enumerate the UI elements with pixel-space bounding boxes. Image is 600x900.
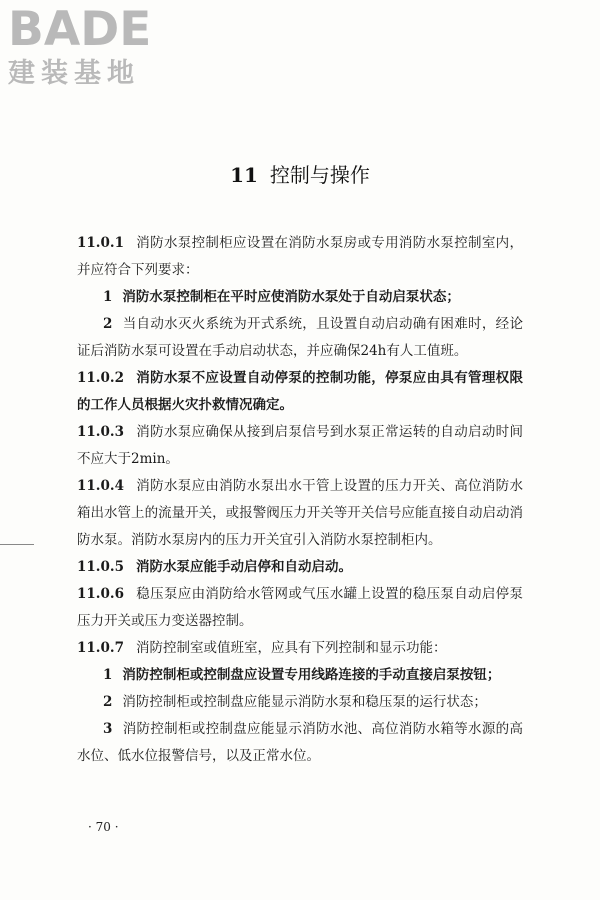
watermark-subtitle: 建装基地 (8, 58, 140, 89)
clause-11-0-6 (77, 581, 523, 635)
bade-watermark (8, 4, 183, 90)
clause-text: 消防控制室或值班室，应具有下列控制和显示功能： (135, 640, 447, 656)
item-number: 1 (103, 289, 113, 305)
clause-11-0-1-item-2 (77, 311, 523, 365)
clause-text: 稳压泵应由消防给水管网或气压水罐上设置的稳压泵自动启停泵压力开关或压力变送器控制。 (77, 586, 523, 629)
item-number: 1 (103, 667, 113, 683)
clause-11-0-4 (77, 473, 523, 554)
item-text: 消防控制柜或控制盘应能显示消防水泵和稳压泵的运行状态； (122, 694, 487, 710)
page-number: · 70 · (88, 820, 119, 834)
chapter-name: 控制与操作 (269, 163, 370, 187)
item-text: 消防控制柜或控制盘应能显示消防水池、高位消防水箱等水源的高水位、低水位报警信号，以及正常水位。 (77, 721, 523, 764)
clause-11-0-7-item-3 (77, 716, 523, 770)
watermark-logo: BADE (8, 2, 152, 57)
item-number: 3 (103, 721, 113, 737)
clause-11-0-2 (77, 365, 523, 419)
item-text: 消防水泵控制柜在平时应使消防水泵处于自动启泵状态； (122, 289, 460, 305)
clause-11-0-7-item-2 (77, 689, 523, 716)
clause-number: 11.0.2 (77, 370, 124, 386)
clause-number: 11.0.1 (77, 235, 124, 251)
clause-11-0-7-item-1 (77, 662, 523, 689)
clause-11-0-1-item-1 (77, 284, 523, 311)
chapter-number: 11 (230, 163, 258, 187)
margin-mark (0, 544, 34, 545)
document-body (77, 230, 523, 770)
clause-11-0-7 (77, 635, 523, 662)
clause-number: 11.0.3 (77, 424, 124, 440)
clause-11-0-1 (77, 230, 523, 284)
clause-number: 11.0.6 (77, 586, 124, 602)
item-number: 2 (103, 694, 113, 710)
chapter-title (0, 161, 600, 189)
item-number: 2 (103, 316, 113, 332)
item-text: 消防控制柜或控制盘应设置专用线路连接的手动直接启泵按钮； (122, 667, 501, 683)
clause-text: 消防水泵应确保从接到启泵信号到水泵正常运转的自动启动时间不应大于2min。 (77, 424, 523, 467)
clause-text: 消防水泵不应设置自动停泵的控制功能，停泵应由具有管理权限的工作人员根据火灾扑救情况确定。 (77, 370, 523, 413)
clause-text: 消防水泵应能手动启停和自动启动。 (135, 559, 352, 575)
clause-text: 消防水泵应由消防水泵出水干管上设置的压力开关、高位消防水箱出水管上的流量开关，或报警阀压力开关等开关信号应能直接自动启动消防水泵。消防水泵房内的压力开关宜引入消防水泵控制柜内。 (77, 478, 523, 548)
clause-number: 11.0.5 (77, 559, 124, 575)
clause-number: 11.0.4 (77, 478, 124, 494)
item-text: 当自动水灭火系统为开式系统，且设置自动启动确有困难时，经论证后消防水泵可设置在手动启动状态，并应确保24h有人工值班。 (77, 316, 523, 359)
clause-11-0-3 (77, 419, 523, 473)
clause-number: 11.0.7 (77, 640, 124, 656)
clause-text: 消防水泵控制柜应设置在消防水泵房或专用消防水泵控制室内，并应符合下列要求： (77, 235, 523, 278)
clause-11-0-5 (77, 554, 523, 581)
